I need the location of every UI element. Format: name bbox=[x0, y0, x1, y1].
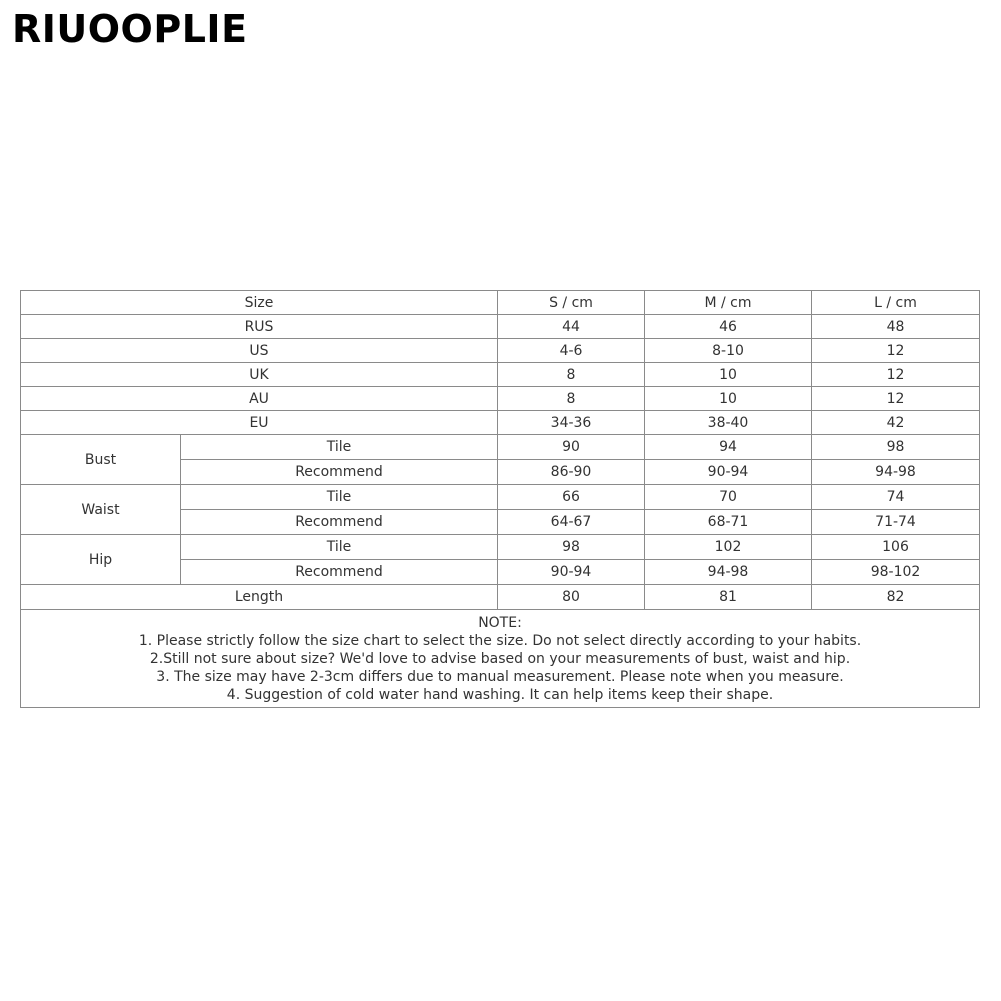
header-row bbox=[21, 291, 980, 315]
row-label: EU bbox=[21, 411, 498, 435]
waist-tile-row bbox=[21, 485, 980, 510]
cell-l: 71-74 bbox=[812, 510, 980, 535]
note-cell bbox=[21, 610, 980, 708]
row-label: Recommend bbox=[181, 510, 498, 535]
cell-m: 94-98 bbox=[645, 560, 812, 585]
header-col-s: S / cm bbox=[498, 291, 645, 315]
cell-s: 44 bbox=[498, 315, 645, 339]
size-row-au bbox=[21, 387, 980, 411]
cell-m: 94 bbox=[645, 435, 812, 460]
cell-m: 70 bbox=[645, 485, 812, 510]
row-label: Recommend bbox=[181, 460, 498, 485]
cell-s: 98 bbox=[498, 535, 645, 560]
cell-l: 48 bbox=[812, 315, 980, 339]
cell-l: 82 bbox=[812, 585, 980, 610]
cell-m: 10 bbox=[645, 363, 812, 387]
length-row bbox=[21, 585, 980, 610]
group-label-hip: Hip bbox=[21, 535, 181, 585]
note-row bbox=[21, 610, 980, 708]
cell-s: 66 bbox=[498, 485, 645, 510]
size-row-uk bbox=[21, 363, 980, 387]
row-label: UK bbox=[21, 363, 498, 387]
group-label-waist: Waist bbox=[21, 485, 181, 535]
row-label: Recommend bbox=[181, 560, 498, 585]
cell-l: 98-102 bbox=[812, 560, 980, 585]
hip-tile-row bbox=[21, 535, 980, 560]
cell-s: 8 bbox=[498, 363, 645, 387]
cell-s: 34-36 bbox=[498, 411, 645, 435]
cell-l: 74 bbox=[812, 485, 980, 510]
note-line-1: 1. Please strictly follow the size chart to select the size. Do not select directly according to your habits. bbox=[138, 633, 862, 649]
note-line-4: 4. Suggestion of cold water hand washing. It can help items keep their shape. bbox=[226, 687, 774, 703]
cell-m: 81 bbox=[645, 585, 812, 610]
row-label: Tile bbox=[181, 485, 498, 510]
size-row-eu bbox=[21, 411, 980, 435]
cell-l: 106 bbox=[812, 535, 980, 560]
cell-m: 8-10 bbox=[645, 339, 812, 363]
group-label-bust: Bust bbox=[21, 435, 181, 485]
cell-m: 90-94 bbox=[645, 460, 812, 485]
row-label: Tile bbox=[181, 535, 498, 560]
row-label: US bbox=[21, 339, 498, 363]
cell-s: 90-94 bbox=[498, 560, 645, 585]
size-chart-table bbox=[20, 290, 980, 708]
cell-s: 90 bbox=[498, 435, 645, 460]
cell-m: 102 bbox=[645, 535, 812, 560]
cell-m: 68-71 bbox=[645, 510, 812, 535]
cell-s: 86-90 bbox=[498, 460, 645, 485]
cell-l: 12 bbox=[812, 339, 980, 363]
header-col-l: L / cm bbox=[812, 291, 980, 315]
cell-l: 42 bbox=[812, 411, 980, 435]
note-title: NOTE: bbox=[478, 615, 522, 631]
note-line-3: 3. The size may have 2-3cm differs due to manual measurement. Please note when you measure. bbox=[156, 669, 844, 685]
header-col-m: M / cm bbox=[645, 291, 812, 315]
cell-m: 10 bbox=[645, 387, 812, 411]
cell-l: 94-98 bbox=[812, 460, 980, 485]
cell-l: 12 bbox=[812, 387, 980, 411]
cell-m: 46 bbox=[645, 315, 812, 339]
size-row-rus bbox=[21, 315, 980, 339]
row-label: RUS bbox=[21, 315, 498, 339]
brand-logo-text: RIUOOPLIE bbox=[12, 7, 248, 51]
row-label: AU bbox=[21, 387, 498, 411]
cell-s: 8 bbox=[498, 387, 645, 411]
cell-s: 80 bbox=[498, 585, 645, 610]
cell-l: 98 bbox=[812, 435, 980, 460]
header-size-label: Size bbox=[21, 291, 498, 315]
cell-s: 64-67 bbox=[498, 510, 645, 535]
cell-s: 4-6 bbox=[498, 339, 645, 363]
bust-tile-row bbox=[21, 435, 980, 460]
row-label: Tile bbox=[181, 435, 498, 460]
cell-m: 38-40 bbox=[645, 411, 812, 435]
note-line-2: 2.Still not sure about size? We'd love to advise based on your measurements of bust, waist and hip. bbox=[149, 651, 851, 667]
row-label: Length bbox=[21, 585, 498, 610]
cell-l: 12 bbox=[812, 363, 980, 387]
size-row-us bbox=[21, 339, 980, 363]
